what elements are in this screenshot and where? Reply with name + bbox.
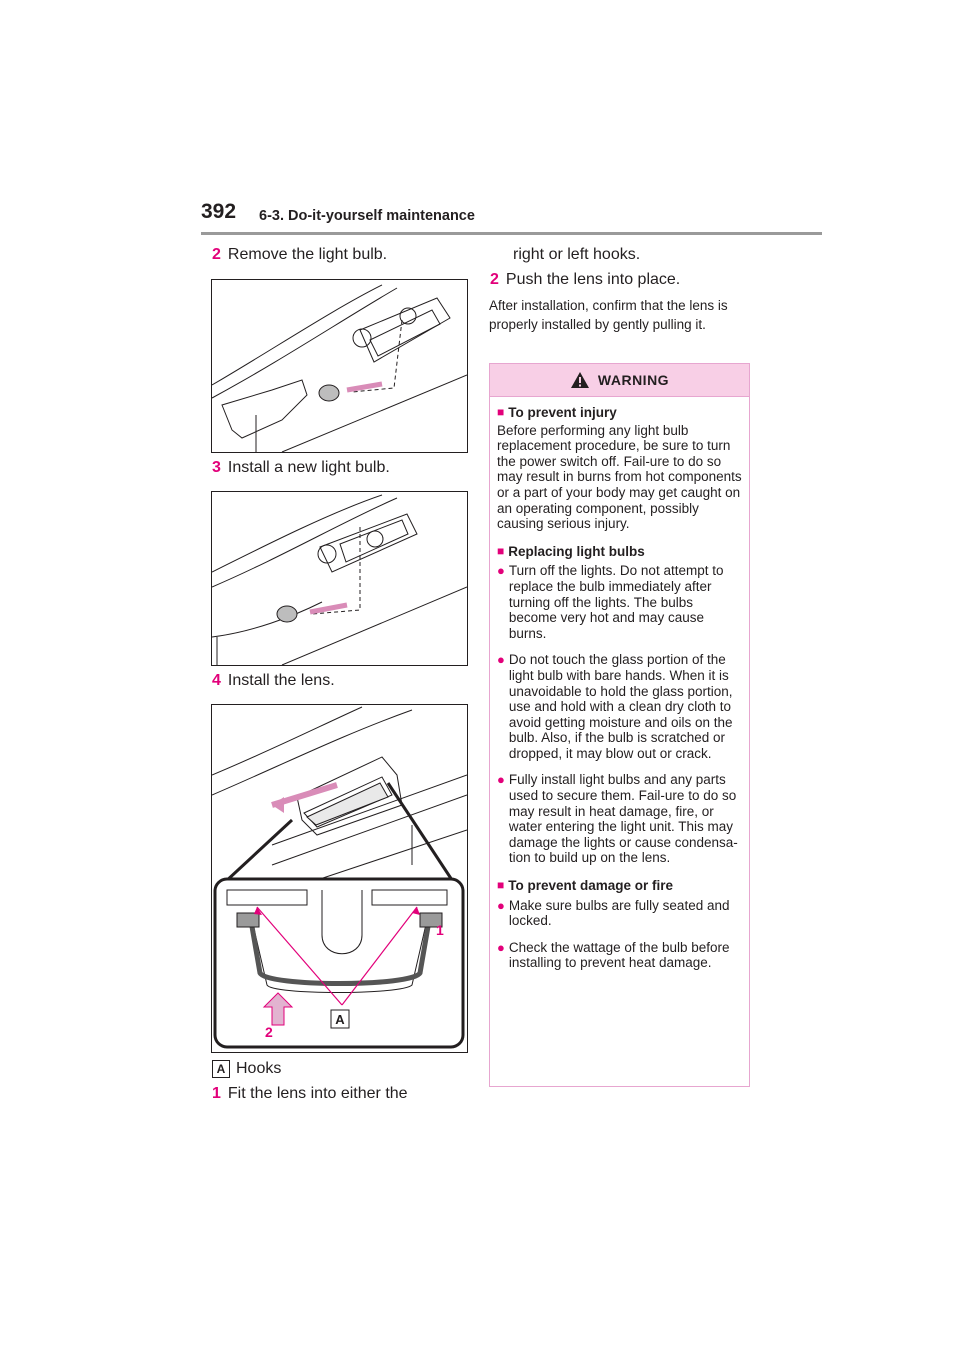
warning-bullet	[497, 563, 743, 641]
warning-heading	[497, 878, 743, 894]
step-text: Install a new light bulb.	[227, 459, 390, 476]
figure-remove-bulb	[211, 279, 468, 453]
callout-2-label: 2	[265, 1024, 273, 1040]
substep-2	[490, 270, 680, 290]
circle-bullet-icon: ●	[497, 772, 505, 788]
section-title: 6-3. Do-it-yourself maintenance	[259, 208, 475, 224]
circle-bullet-icon: ●	[497, 652, 505, 668]
circle-bullet-icon: ●	[497, 939, 505, 955]
substep-1-continued: right or left hooks.	[513, 246, 641, 263]
warning-heading	[497, 405, 743, 421]
figure-install-bulb	[211, 491, 468, 666]
step-text: Fit the lens into either the	[227, 1085, 408, 1102]
step-4	[212, 671, 335, 691]
warning-bullet	[497, 940, 743, 971]
figure-install-lens	[211, 704, 468, 1053]
circle-bullet-icon: ●	[497, 563, 505, 579]
remove-bulb-illustration	[212, 280, 467, 452]
step-number: 1	[212, 1085, 221, 1102]
page-number: 392	[201, 200, 237, 223]
bullet-text: Fully install light bulbs and any parts used to secure them. Fail-ure to do so may result in heat damage, fire, or water entering the light unit. This may damage the lights or cause condensa-tion to build up on the lens.	[508, 772, 738, 866]
step-3	[212, 458, 390, 478]
warning-header	[490, 364, 749, 397]
warning-title: WARNING	[597, 372, 670, 388]
bullet-text: Do not touch the glass portion of the light bulb with bare hands. When it is unavoidable to hold the glass portion, use and hold with a clean dry cloth to avoid getting moisture and oils on the bulb. Also, if the bulb is scratched or dropped, it may blow out or crack.	[508, 652, 733, 761]
heading-text: Replacing light bulbs	[508, 543, 645, 559]
heading-text: To prevent injury	[508, 405, 617, 420]
figure-caption	[212, 1059, 281, 1079]
circle-bullet-icon: ●	[497, 897, 505, 913]
warning-triangle-icon	[570, 371, 590, 389]
step-number: 4	[212, 672, 221, 689]
warning-bullet	[497, 652, 743, 761]
square-bullet-icon: ■	[497, 543, 505, 558]
header-rule	[201, 232, 822, 235]
warning-bullet	[497, 898, 743, 929]
substep-1	[212, 1084, 408, 1104]
install-bulb-illustration	[212, 492, 467, 665]
warning-paragraph: Before performing any light bulb replacement procedure, be sure to turn the power switch off. Fail-ure to do so may result in burns from hot components or a part of your body may get caught on an operating component, possibly causing serious injury.	[497, 422, 742, 532]
bullet-text: Turn off the lights. Do not attempt to replace the bulb immediately after turning off the lights. The bulbs become very hot and may cause burns.	[508, 563, 724, 641]
heading-text: To prevent damage or fire	[508, 878, 674, 894]
step-text: Remove the light bulb.	[227, 246, 388, 263]
step-text: Install the lens.	[227, 672, 335, 689]
step-2	[212, 245, 387, 265]
caption-letter-box: A	[212, 1060, 230, 1078]
installation-note: After installation, confirm that the lens is properly installed by gently pulling it.	[489, 298, 728, 332]
bullet-text: Make sure bulbs are fully seated and locked.	[508, 897, 730, 929]
step-text: Push the lens into place.	[505, 271, 681, 288]
install-lens-illustration	[212, 705, 467, 1052]
warning-body	[490, 397, 749, 971]
step-number: 2	[212, 246, 221, 263]
step-number: 2	[490, 271, 499, 288]
square-bullet-icon: ■	[497, 878, 505, 893]
callout-a-label: A	[335, 1012, 345, 1027]
warning-heading	[497, 544, 743, 560]
callout-1-label: 1	[436, 922, 444, 938]
caption-text: Hooks	[236, 1060, 282, 1077]
bullet-text: Check the wattage of the bulb before installing to prevent heat damage.	[508, 939, 730, 971]
warning-bullet	[497, 772, 743, 866]
warning-box	[489, 363, 750, 1087]
step-number: 3	[212, 459, 221, 476]
square-bullet-icon: ■	[497, 405, 505, 419]
